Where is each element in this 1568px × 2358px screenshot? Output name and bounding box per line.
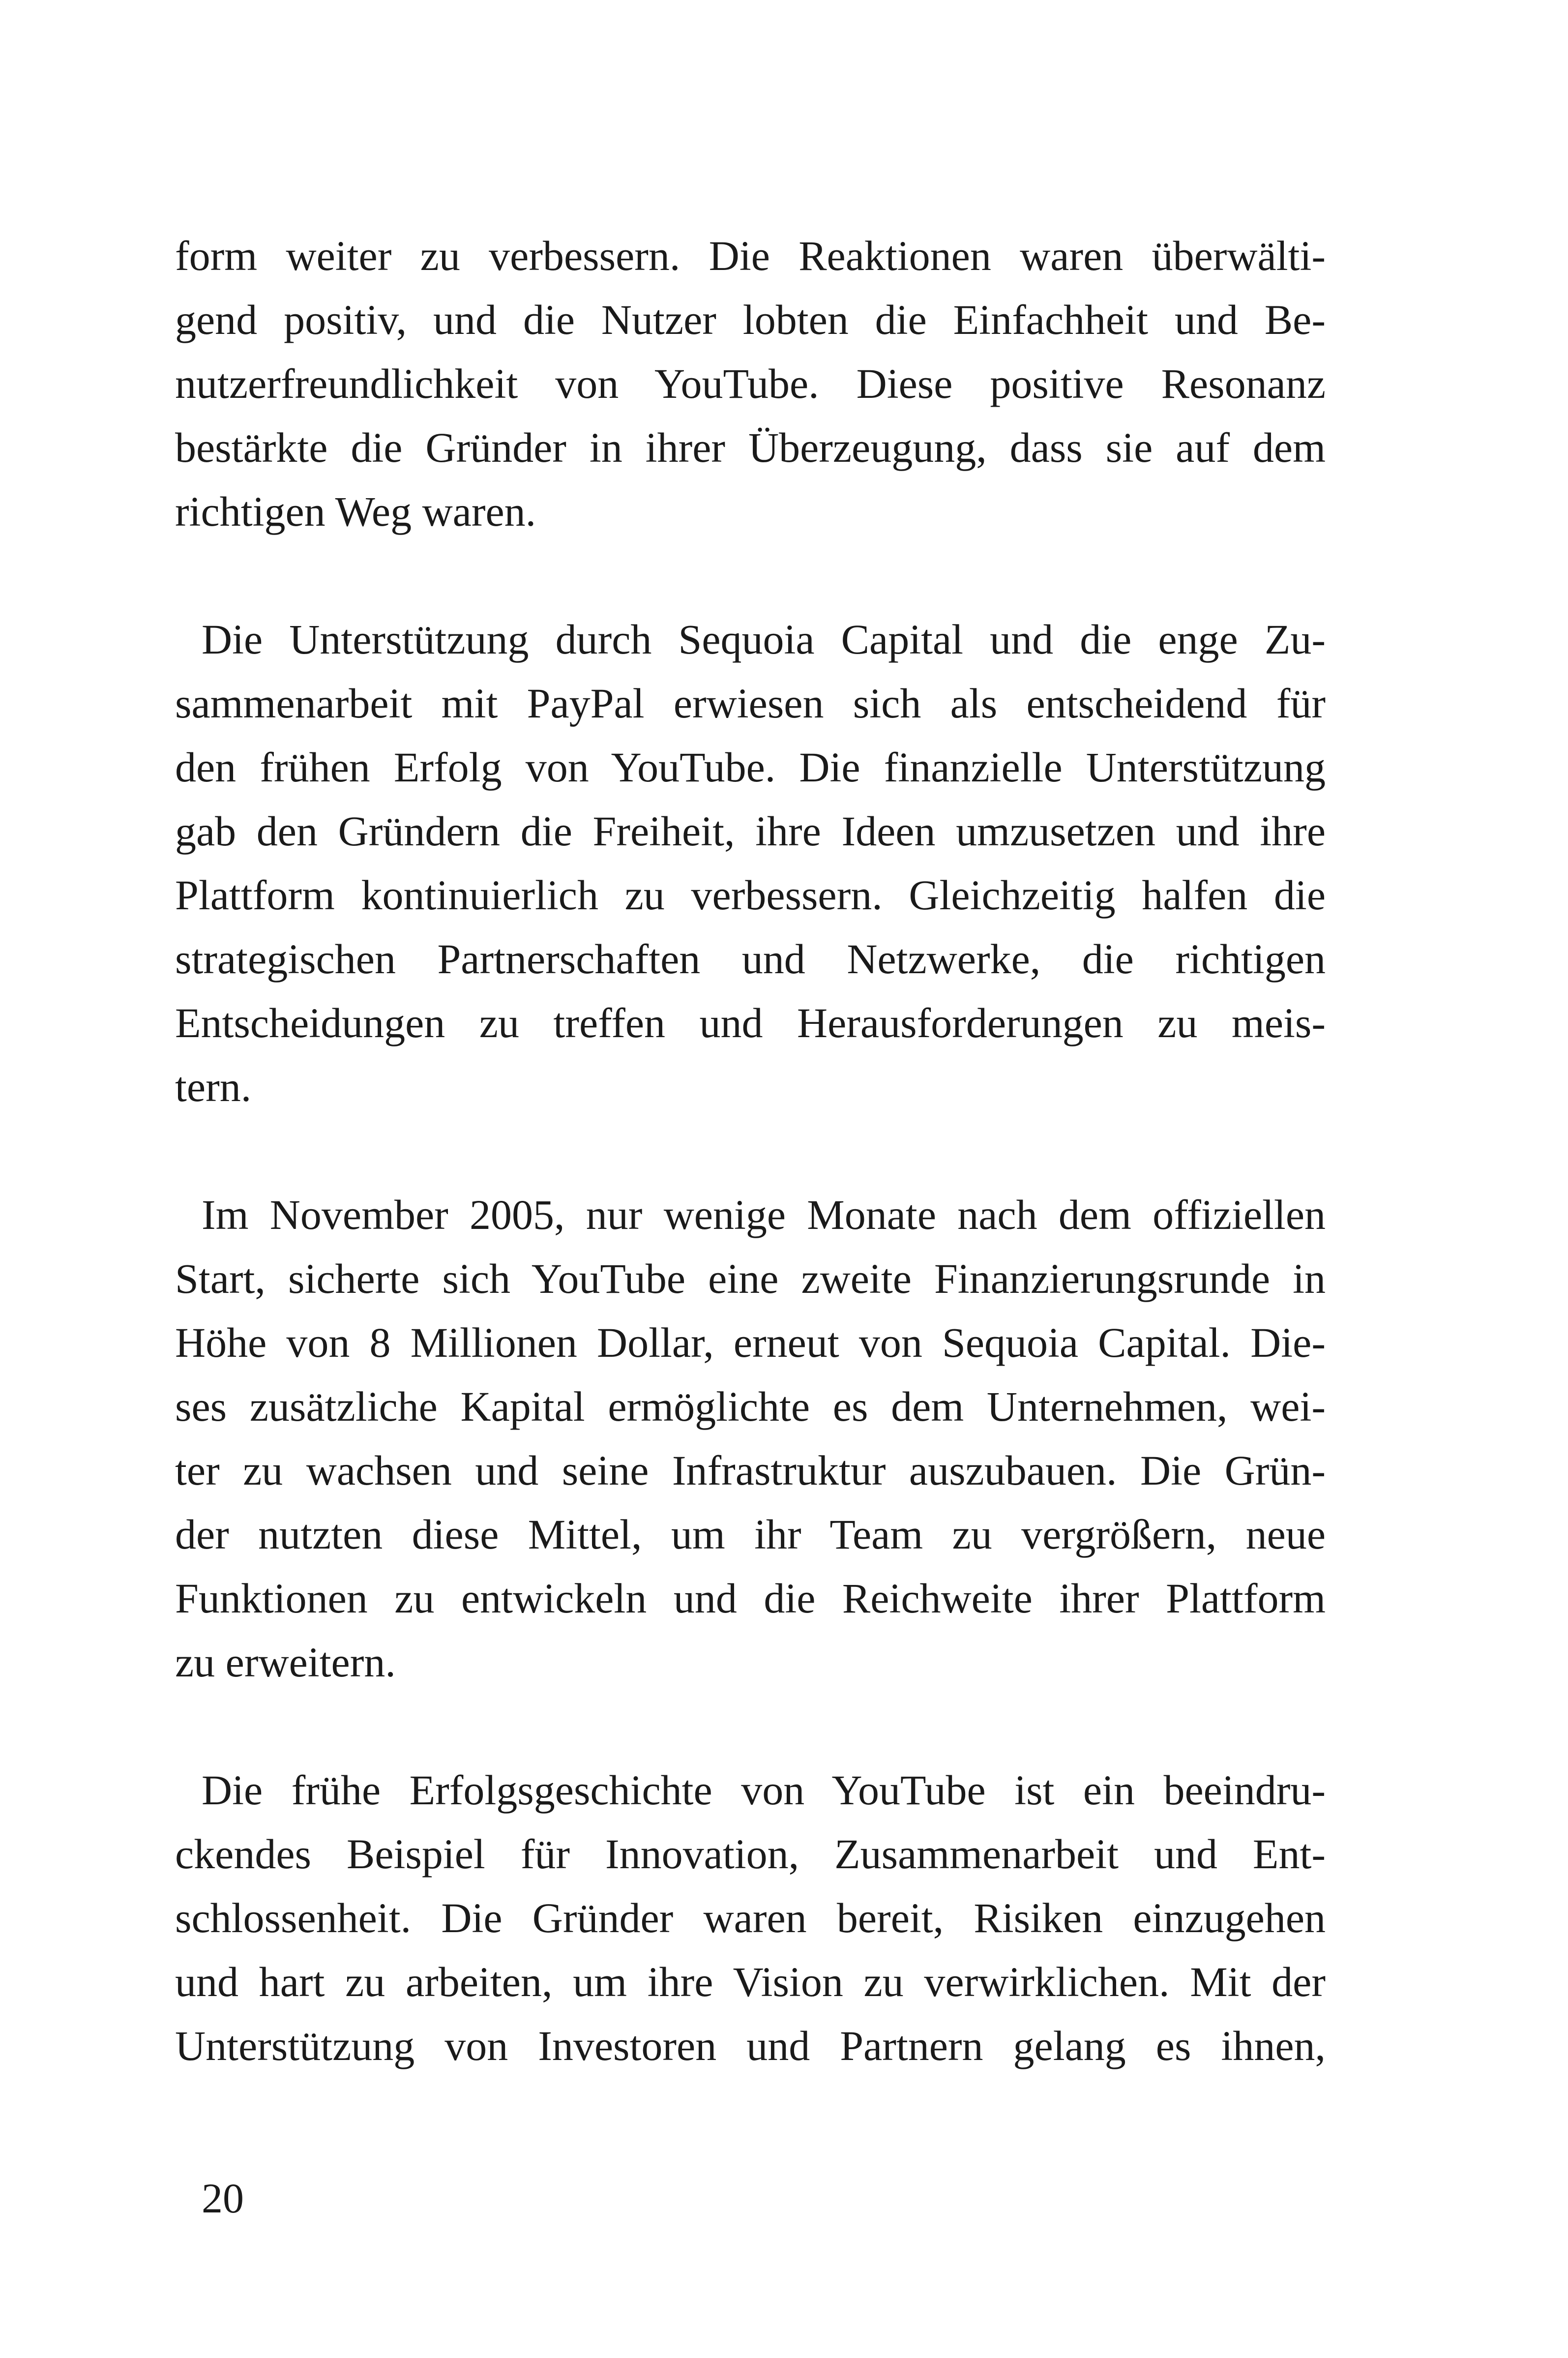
paragraph-line: schlossenheit. Die Gründer waren bereit, Risiken einzugehen [175, 1894, 1326, 1941]
paragraph-line: Die Unterstützung durch Sequoia Capital und die enge Zu- [202, 616, 1326, 663]
paragraph-line: Entscheidungen zu treffen und Herausforderungen zu meis- [175, 999, 1326, 1046]
paragraph-line: gab den Gründern die Freiheit, ihre Ideen umzusetzen und ihre [175, 807, 1326, 855]
paragraph-line: Start, sicherte sich YouTube eine zweite Finanzierungsrunde in [175, 1255, 1326, 1302]
paragraph-line: ckendes Beispiel für Innovation, Zusammenarbeit und Ent- [175, 1830, 1326, 1878]
page-number: 20 [202, 2175, 244, 2222]
paragraph-line: bestärkte die Gründer in ihrer Überzeugung, dass sie auf dem [175, 424, 1326, 471]
paragraph-line: form weiter zu verbessern. Die Reaktionen waren überwälti- [175, 232, 1326, 279]
paragraph-line: nutzerfreundlichkeit von YouTube. Diese positive Resonanz [175, 360, 1326, 407]
paragraph-line: Funktionen zu entwickeln und die Reichweite ihrer Plattform [175, 1575, 1326, 1622]
paragraph-line: strategischen Partnerschaften und Netzwerke, die richtigen [175, 935, 1326, 983]
paragraph-line: zu erweitern. [175, 1639, 396, 1686]
paragraph-line: Im November 2005, nur wenige Monate nach dem offiziellen [202, 1191, 1326, 1238]
paragraph-line: Plattform kontinuierlich zu verbessern. Gleichzeitig halfen die [175, 871, 1326, 919]
paragraph-line: tern. [175, 1063, 252, 1110]
paragraph-line: richtigen Weg waren. [175, 488, 536, 535]
paragraph-line: ter zu wachsen und seine Infrastruktur auszubauen. Die Grün- [175, 1447, 1326, 1494]
paragraph-line: gend positiv, und die Nutzer lobten die Einfachheit und Be- [175, 296, 1326, 343]
paragraph-line: der nutzten diese Mittel, um ihr Team zu vergrößern, neue [175, 1511, 1326, 1558]
paragraph-line: den frühen Erfolg von YouTube. Die finanzielle Unterstützung [175, 744, 1326, 791]
paragraph-line: ses zusätzliche Kapital ermöglichte es dem Unternehmen, wei- [175, 1383, 1326, 1430]
paragraph-line: sammenarbeit mit PayPal erwiesen sich als entscheidend für [175, 680, 1326, 727]
paragraph-line: Höhe von 8 Millionen Dollar, erneut von Sequoia Capital. Die- [175, 1319, 1326, 1366]
paragraph-line: und hart zu arbeiten, um ihre Vision zu verwirklichen. Mit der [175, 1958, 1326, 2005]
paragraph-line: Die frühe Erfolgsgeschichte von YouTube ist ein beeindru- [202, 1766, 1326, 1814]
paragraph-line: Unterstützung von Investoren und Partnern gelang es ihnen, [175, 2022, 1326, 2069]
